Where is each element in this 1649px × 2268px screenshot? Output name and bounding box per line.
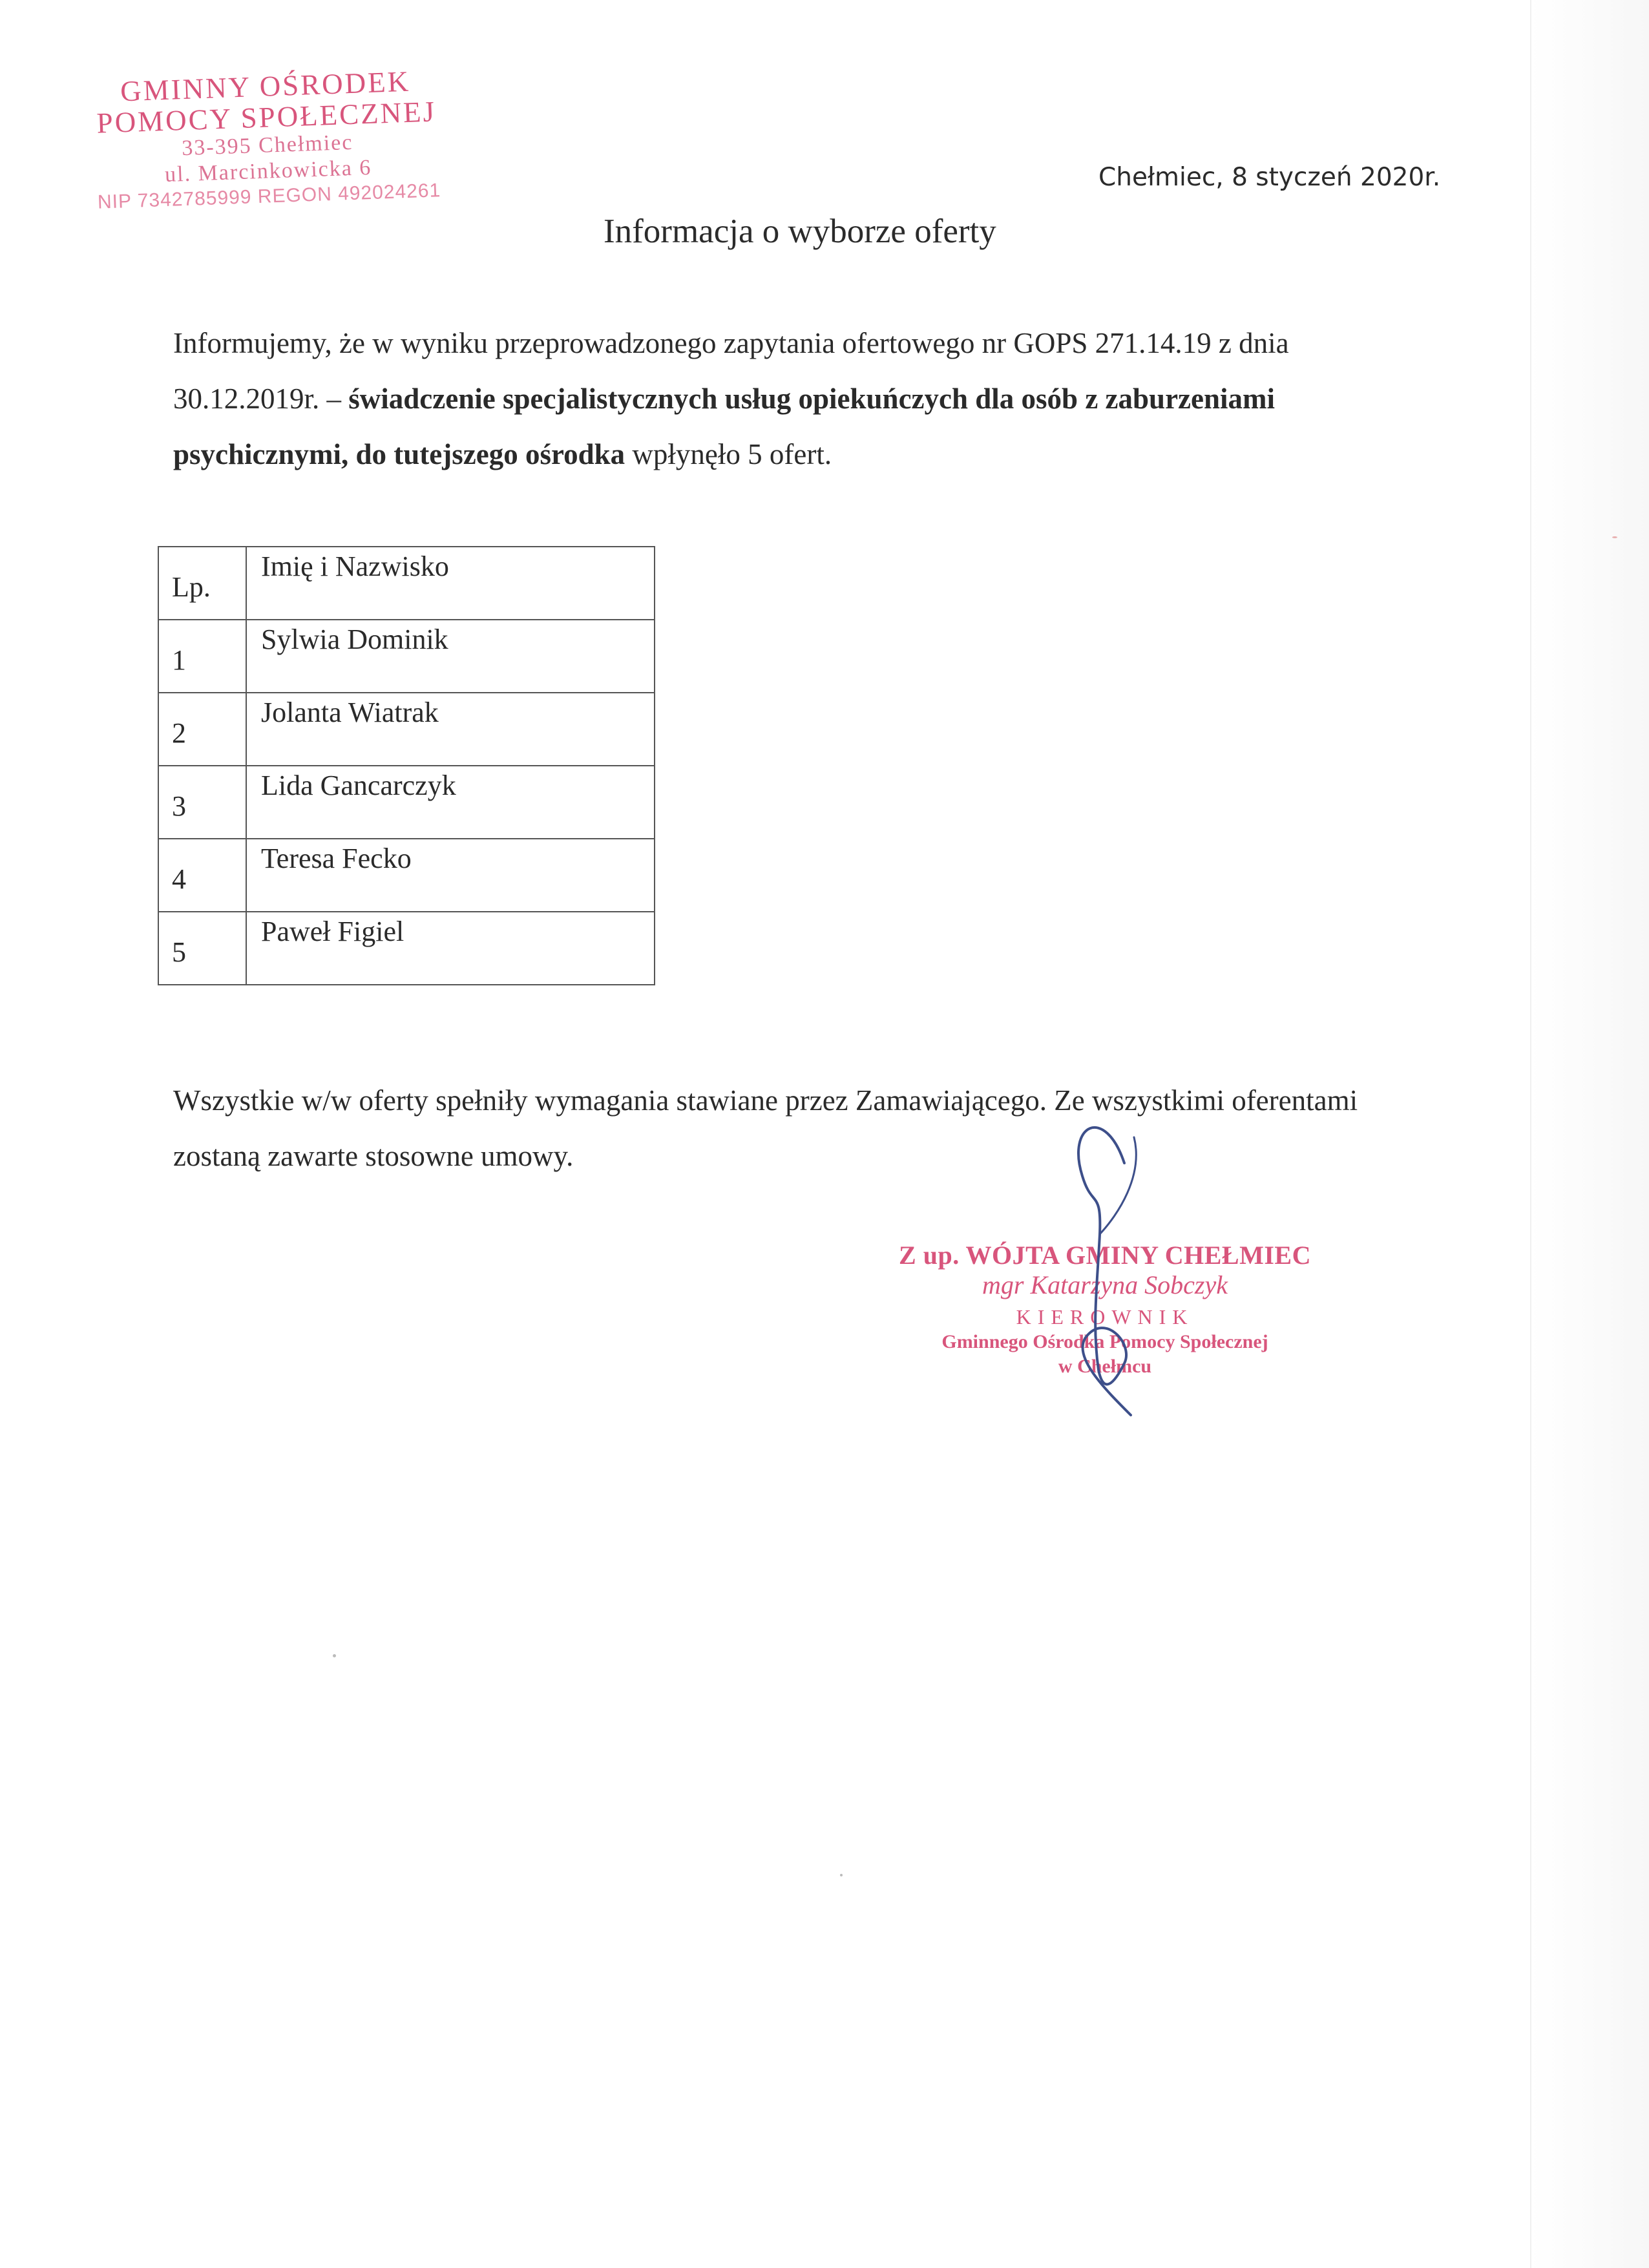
intro-subject: świadczenie specjalistycznych usług opiekuńczych dla osób z zaburzeniami psychicznymi, do tutejszego ośrodka [173, 383, 1276, 470]
intro-tail: wpłynęło 5 ofert. [625, 438, 832, 470]
closing-paragraph: Wszystkie w/w oferty spełniły wymagania stawiane przez Zamawiającego. Ze wszystkimi oferentami zostaną zawarte stosowne umowy. [173, 1084, 1358, 1172]
handwritten-signature [1027, 1118, 1182, 1428]
stamp-line-2: POMOCY SPOŁECZNEJ [96, 95, 437, 140]
stamp-line-3: 33-395 Chełmiec [181, 130, 353, 161]
row-lp: 1 [158, 620, 246, 693]
row-name: Sylwia Dominik [246, 620, 655, 693]
signature-stamp-line-1: Z up. WÓJTA GMINY CHEŁMIEC [899, 1241, 1311, 1270]
row-lp: 5 [158, 912, 246, 985]
scan-speck [1612, 536, 1617, 538]
offers-table [158, 546, 655, 985]
intro-lead: Informujemy, że w wyniku przeprowadzonego zapytania ofertowego nr GOPS 271.14.19 z dnia 30.12.2019r. – [173, 327, 1289, 415]
intro-paragraph [173, 315, 1427, 482]
header-name: Imię i Nazwisko [246, 547, 655, 620]
row-name: Paweł Figiel [246, 912, 655, 985]
table-header-row [158, 547, 655, 620]
stamp-line-4: ul. Marcinkowicka 6 [164, 155, 372, 187]
table-row [158, 620, 655, 693]
row-name: Jolanta Wiatrak [246, 693, 655, 766]
signature-stamp-line-2: mgr Katarzyna Sobczyk [982, 1270, 1228, 1299]
place-date: Chełmiec, 8 styczeń 2020r. [1098, 163, 1441, 192]
row-lp: 3 [158, 766, 246, 839]
table-row [158, 839, 655, 912]
table-row [158, 766, 655, 839]
institution-stamp [71, 64, 463, 216]
row-lp: 4 [158, 839, 246, 912]
row-lp: 2 [158, 693, 246, 766]
row-name: Teresa Fecko [246, 839, 655, 912]
signature-stamp-line-3: KIEROWNIK [1016, 1305, 1194, 1328]
scan-edge-line [1530, 0, 1531, 2268]
document-title: Informacja o wyborze oferty [604, 213, 996, 250]
signature-stamp-line-4: Gminnego Ośrodka Pomocy Społecznej [941, 1331, 1268, 1352]
scan-speck [840, 1874, 843, 1876]
row-name: Lida Gancarczyk [246, 766, 655, 839]
table-row [158, 693, 655, 766]
stamp-line-5: NIP 7342785999 REGON 492024261 [97, 180, 441, 213]
table-row [158, 912, 655, 985]
header-lp: Lp. [158, 547, 246, 620]
scan-speck [333, 1654, 336, 1657]
scan-edge-shade [1529, 0, 1649, 2268]
stamp-line-1: GMINNY OŚRODEK [120, 65, 411, 108]
signature-stamp-line-5: w Chełmcu [1058, 1356, 1152, 1377]
